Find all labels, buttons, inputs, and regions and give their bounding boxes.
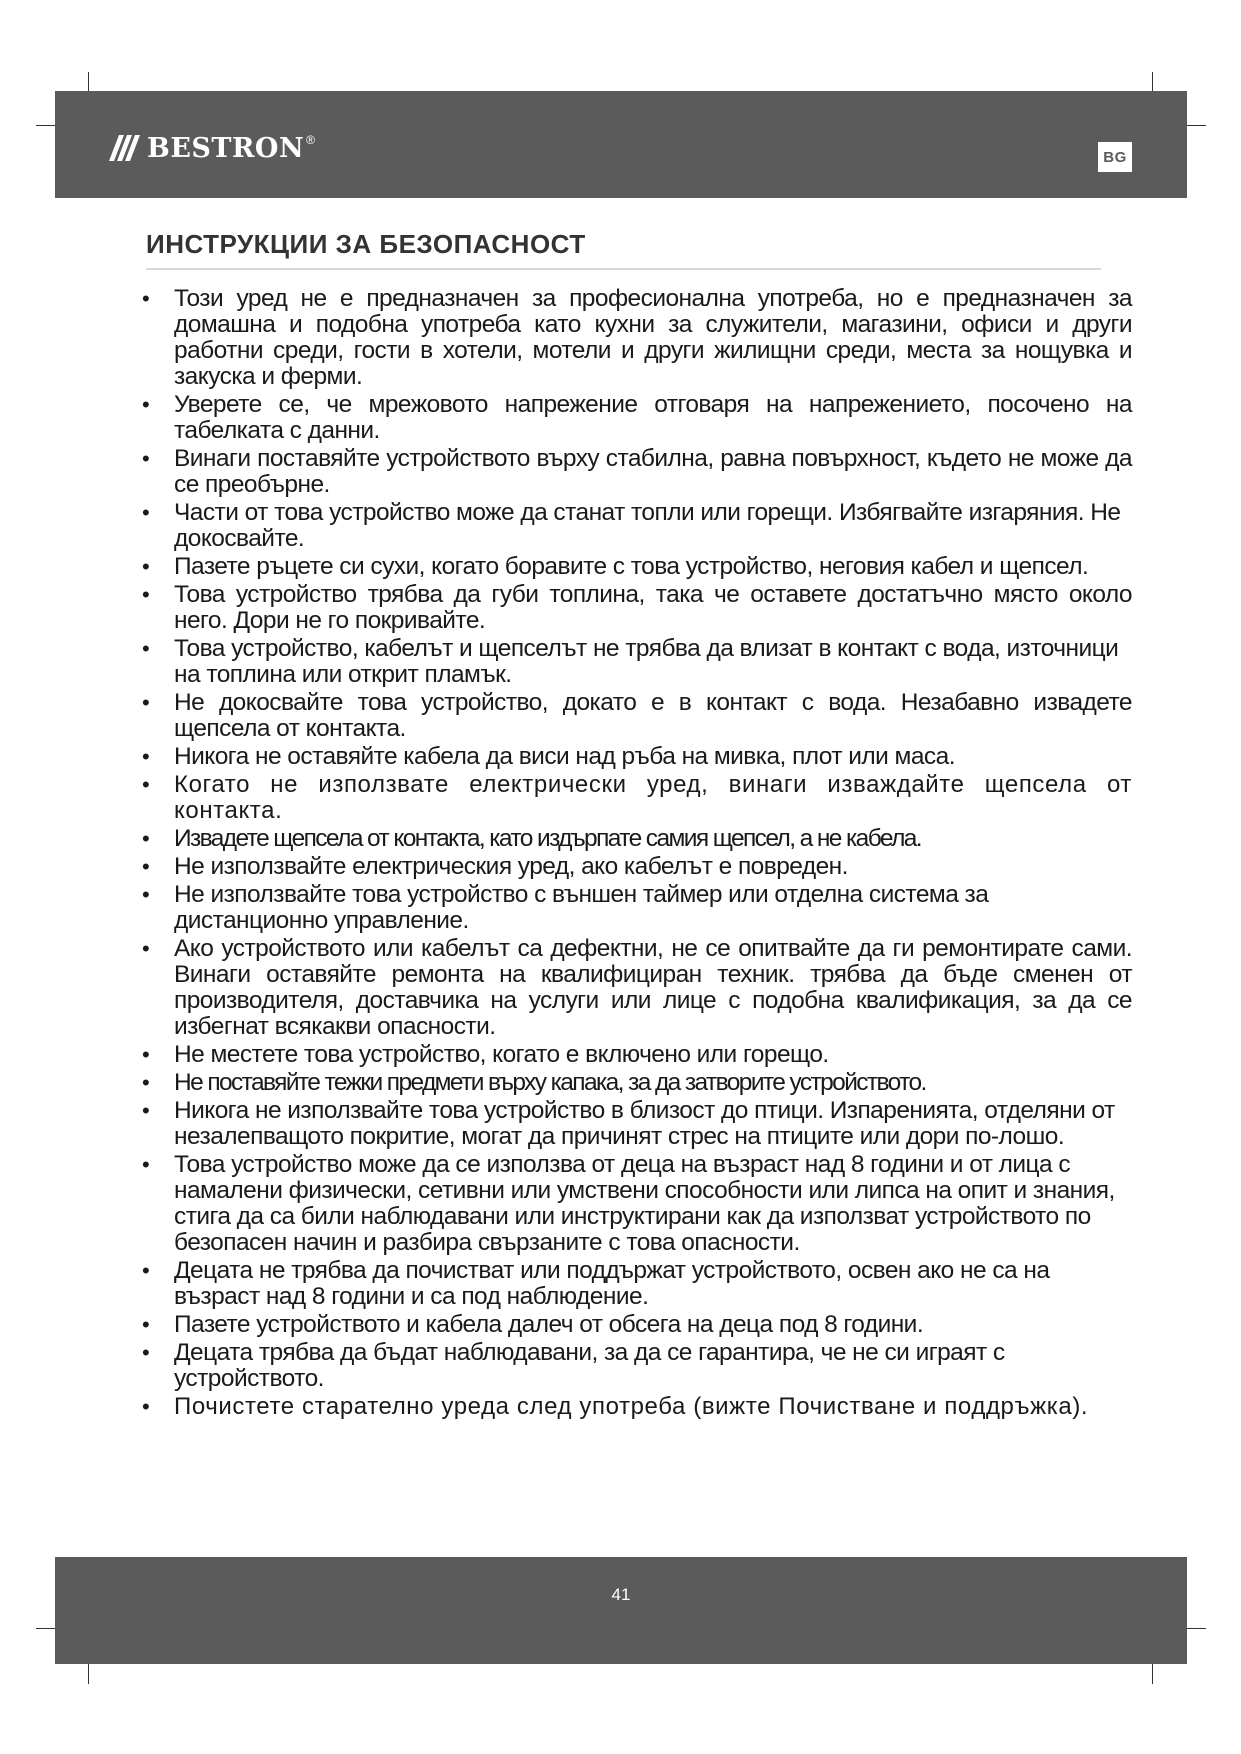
- title-divider: [146, 268, 1101, 270]
- registered-mark: ®: [306, 133, 315, 147]
- list-item: • Пазете устройството и кабела далеч от обсега на деца под 8 години.: [142, 1312, 1132, 1338]
- list-item: • Не докосвайте това устройство, докато е в контакт с вода. Незабавно извадете щепсела от контакта.: [142, 690, 1132, 742]
- list-item: • Този уред не е предназначен за професионална употреба, но е предназначен за домашна и подобна употреба като кухни за служители, магазини, офиси и други работни среди, гости в хотели, мотели и други жилищни среди, места за нощувка и закуска и ферми.: [142, 286, 1132, 390]
- brand-chevrons-icon: [107, 131, 141, 165]
- list-item: • Пазете ръцете си сухи, когато боравите с това устройство, неговия кабел и щепсел.: [142, 554, 1132, 580]
- list-item: • Почистете старателно уреда след употреба (вижте Почистване и поддръжка).: [142, 1394, 1132, 1420]
- brand-logo: [107, 131, 315, 165]
- list-item: • Децата не трябва да почистват или поддържат устройството, освен ако не са на възраст над 8 години и са под наблюдение.: [142, 1258, 1132, 1310]
- language-badge: BG: [1098, 142, 1132, 172]
- list-item: • Когато не използвате електрически уред, винаги изваждайте щепсела от контакта.: [142, 772, 1132, 824]
- list-item: • Това устройство трябва да губи топлина, така че оставете достатъчно място около него. Дори не го покривайте.: [142, 582, 1132, 634]
- header-bar: [55, 91, 1187, 198]
- list-item: • Ако устройството или кабелът са дефектни, не се опитвайте да ги ремонтирате сами. Винаги оставяйте ремонта на квалифициран техник. трябва да бъде сменен от производителя, доставчика на услуги или лице с подобна квалификация, за да се избегнат всякакви опасности.: [142, 936, 1132, 1040]
- brand-name: BESTRON: [147, 132, 305, 164]
- list-item: • Не местете това устройство, когато е включено или горещо.: [142, 1042, 1132, 1068]
- list-item: • Това устройство може да се използва от деца на възраст над 8 години и от лица с намалени физически, сетивни или умствени способности или липса на опит и знания, стига да са били наблюдавани или инструктирани как да използват устройството по безопасен начин и разбира свързаните с това опасности.: [142, 1152, 1132, 1256]
- section-title: ИНСТРУКЦИИ ЗА БЕЗОПАСНОСТ: [146, 229, 586, 259]
- list-item: • Извадете щепсела от контакта, като издърпате самия щепсел, а не кабела.: [142, 826, 1132, 852]
- list-item: • Не използвайте това устройство с външен таймер или отделна система за дистанционно управление.: [142, 882, 1132, 934]
- page-number: 41: [611, 1585, 631, 1604]
- list-item: • Уверете се, че мрежовото напрежение отговаря на напрежението, посочено на табелката с данни.: [142, 392, 1132, 444]
- list-item: • Никога не използвайте това устройство в близост до птици. Изпаренията, отделяни от незалепващото покритие, могат да причинят стрес на птиците или дори по-лошо.: [142, 1098, 1132, 1150]
- list-item: • Никога не оставяйте кабела да виси над ръба на мивка, плот или маса.: [142, 744, 1132, 770]
- footer-bar: [55, 1557, 1187, 1664]
- safety-instructions-list: [142, 286, 1132, 1422]
- list-item: • Части от това устройство може да станат топли или горещи. Избягвайте изгаряния. Не докосвайте.: [142, 500, 1132, 552]
- list-item: • Не поставяйте тежки предмети върху капака, за да затворите устройството.: [142, 1070, 1132, 1096]
- list-item: • Не използвайте електрическия уред, ако кабелът е повреден.: [142, 854, 1132, 880]
- list-item: • Децата трябва да бъдат наблюдавани, за да се гарантира, че не си играят с устройството.: [142, 1340, 1132, 1392]
- list-item: • Винаги поставяйте устройството върху стабилна, равна повърхност, където не може да се преобърне.: [142, 446, 1132, 498]
- list-item: • Това устройство, кабелът и щепселът не трябва да влизат в контакт с вода, източници на топлина или открит пламък.: [142, 636, 1132, 688]
